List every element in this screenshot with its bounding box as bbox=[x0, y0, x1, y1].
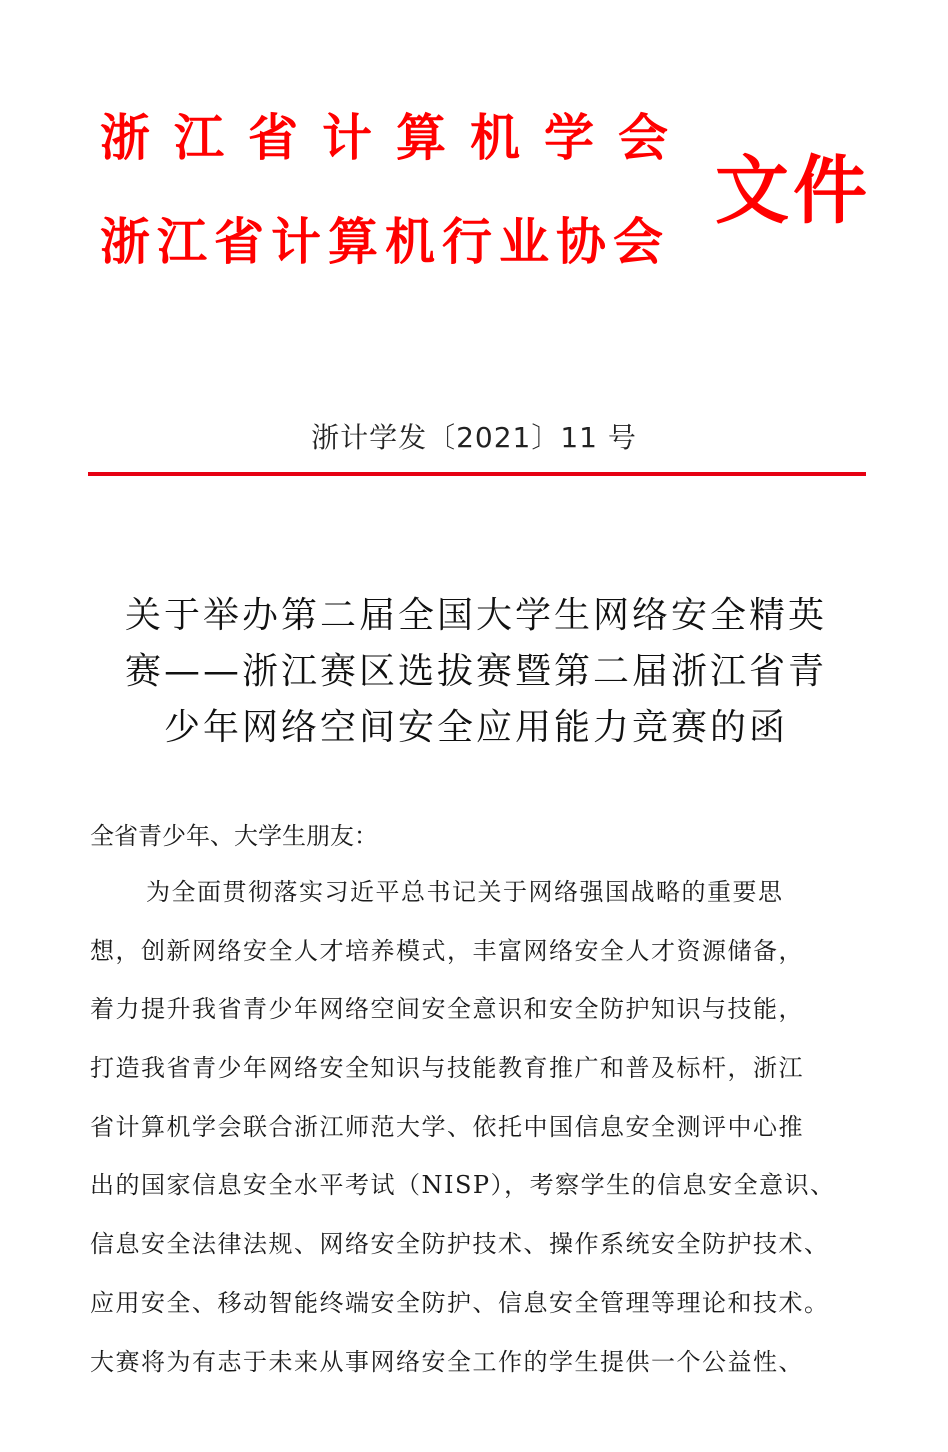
document-number: 浙计学发〔2021〕11 号 bbox=[311, 421, 637, 454]
body-line: 出的国家信息安全水平考试（NISP），考察学生的信息安全意识、 bbox=[90, 1171, 836, 1200]
body-line: 着力提升我省青少年网络空间安全意识和安全防护知识与技能， bbox=[90, 995, 804, 1024]
red-divider-line bbox=[88, 472, 866, 476]
body-line: 大赛将为有志于未来从事网络安全工作的学生提供一个公益性、 bbox=[90, 1347, 804, 1376]
document-title bbox=[96, 588, 856, 756]
salutation: 全省青少年、大学生朋友： bbox=[90, 822, 378, 850]
masthead bbox=[100, 100, 900, 290]
body-line: 应用安全、移动智能终端安全防护、信息安全管理等理论和技术。 bbox=[90, 1288, 830, 1317]
title-line: 关于举办第二届全国大学生网络安全精英 bbox=[124, 595, 827, 636]
body-paragraph bbox=[90, 872, 868, 1400]
title-line: 赛——浙江赛区选拔赛暨第二届浙江省青 bbox=[124, 651, 827, 692]
body-line: 为全面贯彻落实习近平总书记关于网络强国战略的重要思 bbox=[146, 878, 784, 906]
issuer-name-2: 浙江省计算机行业协会 bbox=[100, 213, 670, 271]
body-line: 省计算机学会联合浙江师范大学、依托中国信息安全测评中心推 bbox=[90, 1112, 804, 1141]
document-type-label: 文件 bbox=[715, 148, 871, 234]
title-line: 少年网络空间安全应用能力竞赛的函 bbox=[163, 707, 788, 748]
body-line: 想，创新网络安全人才培养模式，丰富网络安全人才资源储备， bbox=[90, 936, 804, 965]
issuer-name-1: 浙江省计算机学会 bbox=[100, 109, 692, 167]
body-line: 打造我省青少年网络安全知识与技能教育推广和普及标杆，浙江 bbox=[90, 1054, 804, 1083]
body-line: 信息安全法律法规、网络安全防护技术、操作系统安全防护技术、 bbox=[90, 1230, 830, 1259]
